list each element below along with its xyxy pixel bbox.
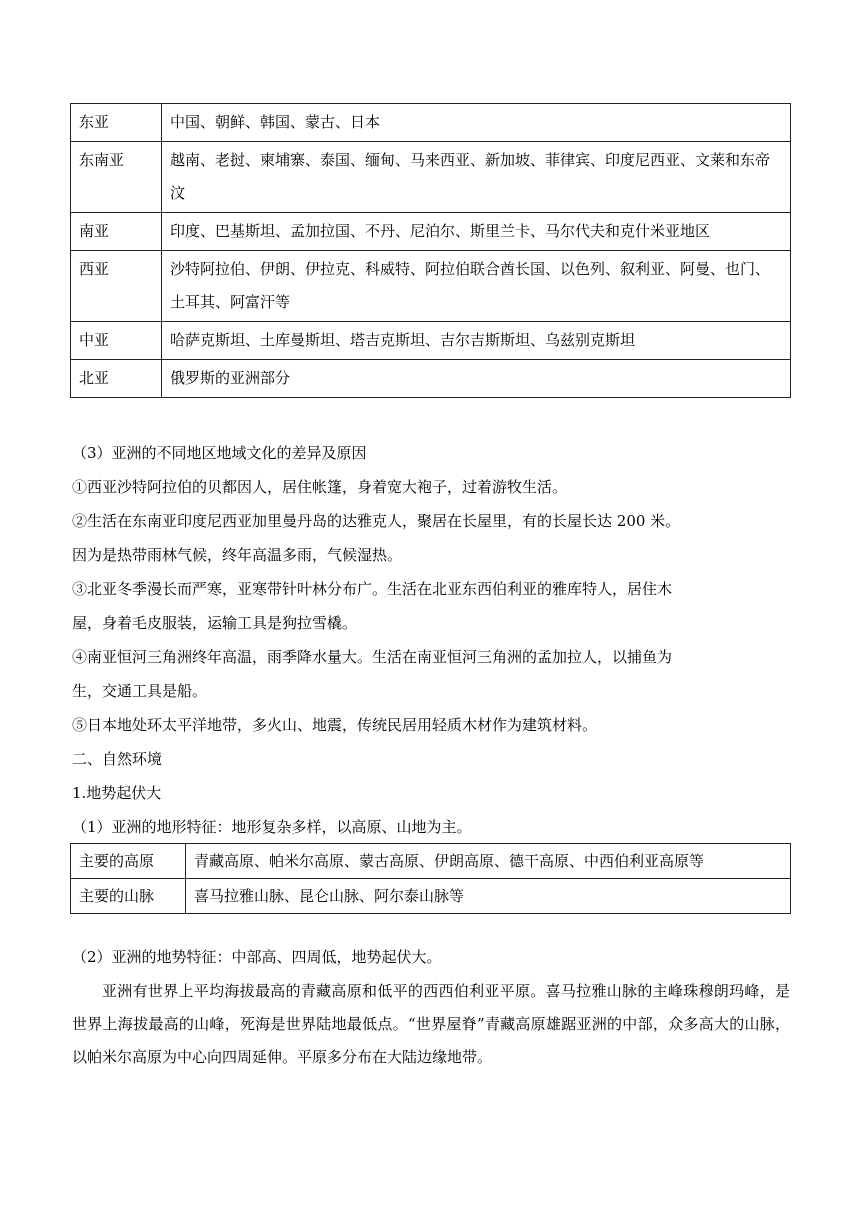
table-row	[71, 360, 791, 398]
region-countries: 中国、朝鲜、韩国、蒙古、日本	[162, 104, 791, 142]
region-name: 西亚	[71, 251, 162, 322]
terrain-label: 主要的山脉	[71, 879, 186, 914]
text-line: 生，交通工具是船。	[72, 682, 208, 700]
region-name: 东南亚	[71, 142, 162, 213]
text-line: ③北亚冬季漫长而严寒，亚寒带针叶林分布广。生活在北亚东西伯利亚的雅库特人，居住木	[72, 580, 673, 598]
text-line: 因为是热带雨林气候，终年高温多雨，气候湿热。	[72, 546, 403, 564]
text-line: 屋，身着毛皮服装，运输工具是狗拉雪橇。	[72, 614, 358, 632]
text-line: ④南亚恒河三角洲终年高温，雨季降水量大。生活在南亚恒河三角洲的孟加拉人，以捕鱼为	[72, 648, 673, 666]
asia-regions-table	[70, 103, 791, 398]
terrain-label: 主要的高原	[71, 844, 186, 879]
text-line: ⑤日本地处环太平洋地带，多火山、地震，传统民居用轻质木材作为建筑材料。	[72, 716, 598, 734]
terrain-table	[70, 843, 791, 914]
table-row	[71, 844, 791, 879]
region-name: 南亚	[71, 213, 162, 251]
terrain-content: 青藏高原、帕米尔高原、蒙古高原、伊朗高原、德干高原、中西伯利亚高原等	[186, 844, 791, 879]
terrain-content: 喜马拉雅山脉、昆仑山脉、阿尔泰山脉等	[186, 879, 791, 914]
table-row	[71, 213, 791, 251]
section-subheading: （3）亚洲的不同地区地域文化的差异及原因	[72, 444, 367, 462]
region-name: 东亚	[71, 104, 162, 142]
region-countries: 沙特阿拉伯、伊朗、伊拉克、科威特、阿拉伯联合酋长国、以色列、叙利亚、阿曼、也门、土耳其、阿富汗等	[162, 251, 791, 322]
table-row	[71, 104, 791, 142]
region-countries: 印度、巴基斯坦、孟加拉国、不丹、尼泊尔、斯里兰卡、马尔代夫和克什米亚地区	[162, 213, 791, 251]
region-name: 中亚	[71, 322, 162, 360]
text-line: ①西亚沙特阿拉伯的贝都因人，居住帐篷，身着宽大袍子，过着游牧生活。	[72, 478, 568, 496]
section-subheading: （2）亚洲的地势特征：中部高、四周低，地势起伏大。	[72, 948, 442, 966]
region-countries: 俄罗斯的亚洲部分	[162, 360, 791, 398]
table-row	[71, 142, 791, 213]
section-heading: 二、自然环境	[72, 750, 163, 768]
table-row	[71, 322, 791, 360]
region-countries: 哈萨克斯坦、土库曼斯坦、塔吉克斯坦、吉尔吉斯斯坦、乌兹别克斯坦	[162, 322, 791, 360]
section-subheading: （1）亚洲的地形特征：地形复杂多样，以高原、山地为主。	[72, 818, 472, 836]
terrain-paragraph: 亚洲有世界上平均海拔最高的青藏高原和低平的西西伯利亚平原。喜马拉雅山脉的主峰珠穆朗玛峰，是世界上海拔最高的山峰，死海是世界陆地最低点。“世界屋脊”青藏高原雄踞亚洲的中部，众多高大的山脉，以帕米尔高原为中心向四周延伸。平原多分布在大陆边缘地带。	[72, 982, 790, 1066]
table-row	[71, 251, 791, 322]
region-countries: 越南、老挝、柬埔寨、泰国、缅甸、马来西亚、新加坡、菲律宾、印度尼西亚、文莱和东帝汶	[162, 142, 791, 213]
section-subheading: 1.地势起伏大	[72, 784, 162, 802]
region-name: 北亚	[71, 360, 162, 398]
table-row	[71, 879, 791, 914]
text-line: ②生活在东南亚印度尼西亚加里曼丹岛的达雅克人，聚居在长屋里，有的长屋长达 200 米。	[72, 512, 681, 530]
